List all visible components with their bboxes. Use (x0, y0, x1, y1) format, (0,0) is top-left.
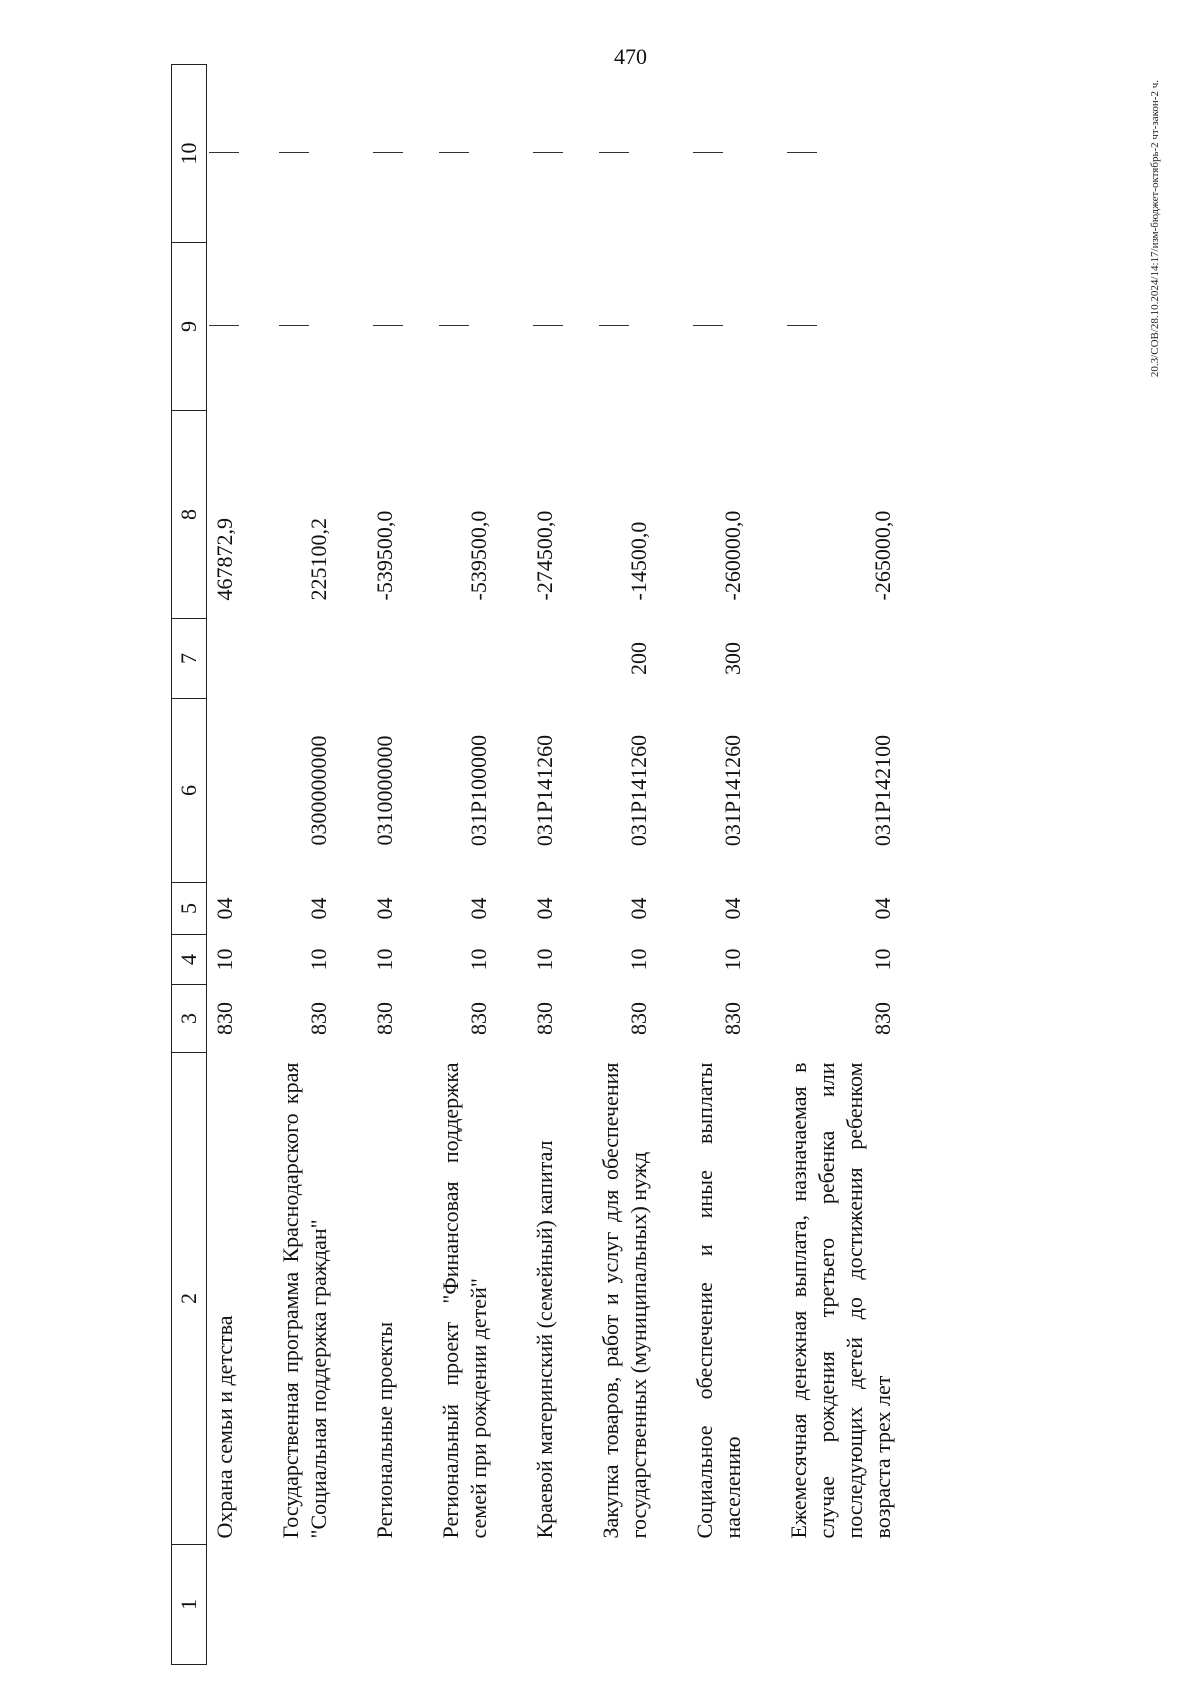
cell-amount-8: -539500,0 (466, 510, 491, 601)
cell-code-3: 830 (532, 1002, 557, 1035)
empty-dash (533, 326, 563, 327)
row-description: Региональный проект "Финансовая поддержка семей при рождении детей" (438, 1062, 491, 1539)
cell-col-1 (371, 1545, 437, 1665)
cell-col-9 (597, 243, 691, 411)
table-row (531, 65, 597, 1665)
rotated-table-container (171, 65, 1191, 1665)
cell-code-3: 830 (306, 1002, 331, 1035)
cell-col-1 (437, 1545, 531, 1665)
cell-col-10 (277, 65, 371, 243)
empty-dash (533, 153, 563, 154)
empty-dash (599, 153, 629, 154)
empty-dash (439, 326, 469, 327)
empty-dash (373, 326, 403, 327)
cell-code-4: 10 (532, 948, 557, 971)
cell-col-10 (597, 65, 691, 243)
cell-col-1 (277, 1545, 371, 1665)
header-col-10: 10 (172, 65, 207, 243)
cell-code-7: 200 (626, 642, 651, 675)
row-description: Закупка товаров, работ и услуг для обеспечения государственных (муниципальных) нужд (598, 1062, 651, 1539)
cell-code-6: 031P142100 (870, 734, 895, 847)
cell-code-7 (531, 619, 597, 699)
header-col-7: 7 (172, 619, 207, 699)
header-col-2: 2 (172, 1053, 207, 1545)
cell-code-7 (371, 619, 437, 699)
table-row (371, 65, 437, 1665)
cell-code-7: 300 (720, 642, 745, 675)
empty-dash (599, 326, 629, 327)
empty-dash (279, 153, 309, 154)
cell-amount-8: -265000,0 (870, 510, 895, 601)
cell-col-10 (437, 65, 531, 243)
header-col-6: 6 (172, 699, 207, 883)
cell-code-3: 830 (372, 1002, 397, 1035)
cell-col-9 (437, 243, 531, 411)
cell-code-5: 04 (870, 897, 895, 920)
cell-col-10 (531, 65, 597, 243)
cell-code-6: 0310000000 (372, 735, 397, 846)
cell-col-1 (785, 1545, 935, 1665)
table-body (207, 65, 936, 1665)
cell-code-6 (207, 699, 278, 883)
cell-code-5: 04 (372, 897, 397, 920)
page-number: 470 (614, 44, 647, 69)
cell-amount-8: -14500,0 (626, 521, 651, 601)
table-row (437, 65, 531, 1665)
cell-code-5: 04 (306, 897, 331, 920)
row-description: Краевой материнский (семейный) капитал (532, 1140, 557, 1539)
empty-dash (439, 153, 469, 154)
cell-col-9 (785, 243, 935, 411)
footer-stamp: 20.3/СОВ/28.10.2024/14:17/изм-бюджет-октябрь-2 чт-закон-2 ч. (1149, 80, 1161, 378)
cell-col-10 (691, 65, 785, 243)
cell-code-3: 830 (870, 1002, 895, 1035)
cell-code-5: 04 (626, 897, 651, 920)
cell-code-3: 830 (466, 1002, 491, 1035)
cell-code-6: 031P100000 (466, 734, 491, 847)
cell-amount-8: -274500,0 (532, 510, 557, 601)
cell-code-4: 10 (372, 948, 397, 971)
empty-dash (787, 326, 817, 327)
header-row (172, 65, 207, 1665)
table-row (691, 65, 785, 1665)
cell-amount-8: -260000,0 (720, 510, 745, 601)
cell-amount-8: -539500,0 (372, 510, 397, 601)
cell-code-4: 10 (306, 948, 331, 971)
cell-col-1 (207, 1545, 278, 1665)
row-description: Государственная программа Краснодарского края "Социальная поддержка граждан" (278, 1062, 331, 1539)
table-row (785, 65, 935, 1665)
cell-code-5: 04 (466, 897, 491, 920)
empty-dash (279, 326, 309, 327)
cell-code-6: 031P141260 (720, 734, 745, 847)
header-col-4: 4 (172, 935, 207, 985)
cell-col-1 (597, 1545, 691, 1665)
header-col-1: 1 (172, 1545, 207, 1665)
header-col-5: 5 (172, 883, 207, 935)
cell-col-10 (207, 65, 278, 243)
cell-code-6: 031P141260 (626, 734, 651, 847)
cell-code-6: 0300000000 (306, 735, 331, 846)
cell-code-5: 04 (720, 897, 745, 920)
cell-code-4: 10 (870, 948, 895, 971)
cell-col-9 (207, 243, 278, 411)
row-description: Охрана семьи и детства (212, 1315, 237, 1539)
header-col-9: 9 (172, 243, 207, 411)
row-description: Региональные проекты (372, 1321, 397, 1539)
cell-amount-8: 467872,9 (212, 518, 237, 601)
cell-col-9 (371, 243, 437, 411)
cell-code-6: 031P141260 (532, 734, 557, 847)
cell-code-5: 04 (532, 897, 557, 920)
empty-dash (209, 153, 239, 154)
cell-col-9 (531, 243, 597, 411)
cell-col-1 (531, 1545, 597, 1665)
header-col-8: 8 (172, 411, 207, 619)
empty-dash (693, 153, 723, 154)
cell-col-9 (691, 243, 785, 411)
budget-table (171, 64, 935, 1665)
empty-dash (787, 153, 817, 154)
empty-dash (209, 326, 239, 327)
cell-code-3: 830 (212, 1002, 237, 1035)
cell-col-9 (277, 243, 371, 411)
empty-dash (693, 326, 723, 327)
cell-col-10 (371, 65, 437, 243)
cell-col-10 (785, 65, 935, 243)
cell-code-7 (277, 619, 371, 699)
row-description: Ежемесячная денежная выплата, назначаемая в случае рождения третьего ребенка или последующих детей до достижения ребенком возраста трех лет (786, 1062, 895, 1539)
table-row (277, 65, 371, 1665)
table-row (207, 65, 278, 1665)
cell-amount-8: 225100,2 (306, 518, 331, 601)
cell-code-4: 10 (626, 948, 651, 971)
row-description: Социальное обеспечение и иные выплаты населению (692, 1062, 745, 1539)
empty-dash (373, 153, 403, 154)
cell-code-7 (785, 619, 935, 699)
cell-code-7 (207, 619, 278, 699)
cell-code-7 (437, 619, 531, 699)
cell-col-1 (691, 1545, 785, 1665)
cell-code-5: 04 (212, 897, 237, 920)
cell-code-4: 10 (466, 948, 491, 971)
table-row (597, 65, 691, 1665)
header-col-3: 3 (172, 985, 207, 1053)
cell-code-4: 10 (212, 948, 237, 971)
cell-code-3: 830 (626, 1002, 651, 1035)
cell-code-3: 830 (720, 1002, 745, 1035)
cell-code-4: 10 (720, 948, 745, 971)
